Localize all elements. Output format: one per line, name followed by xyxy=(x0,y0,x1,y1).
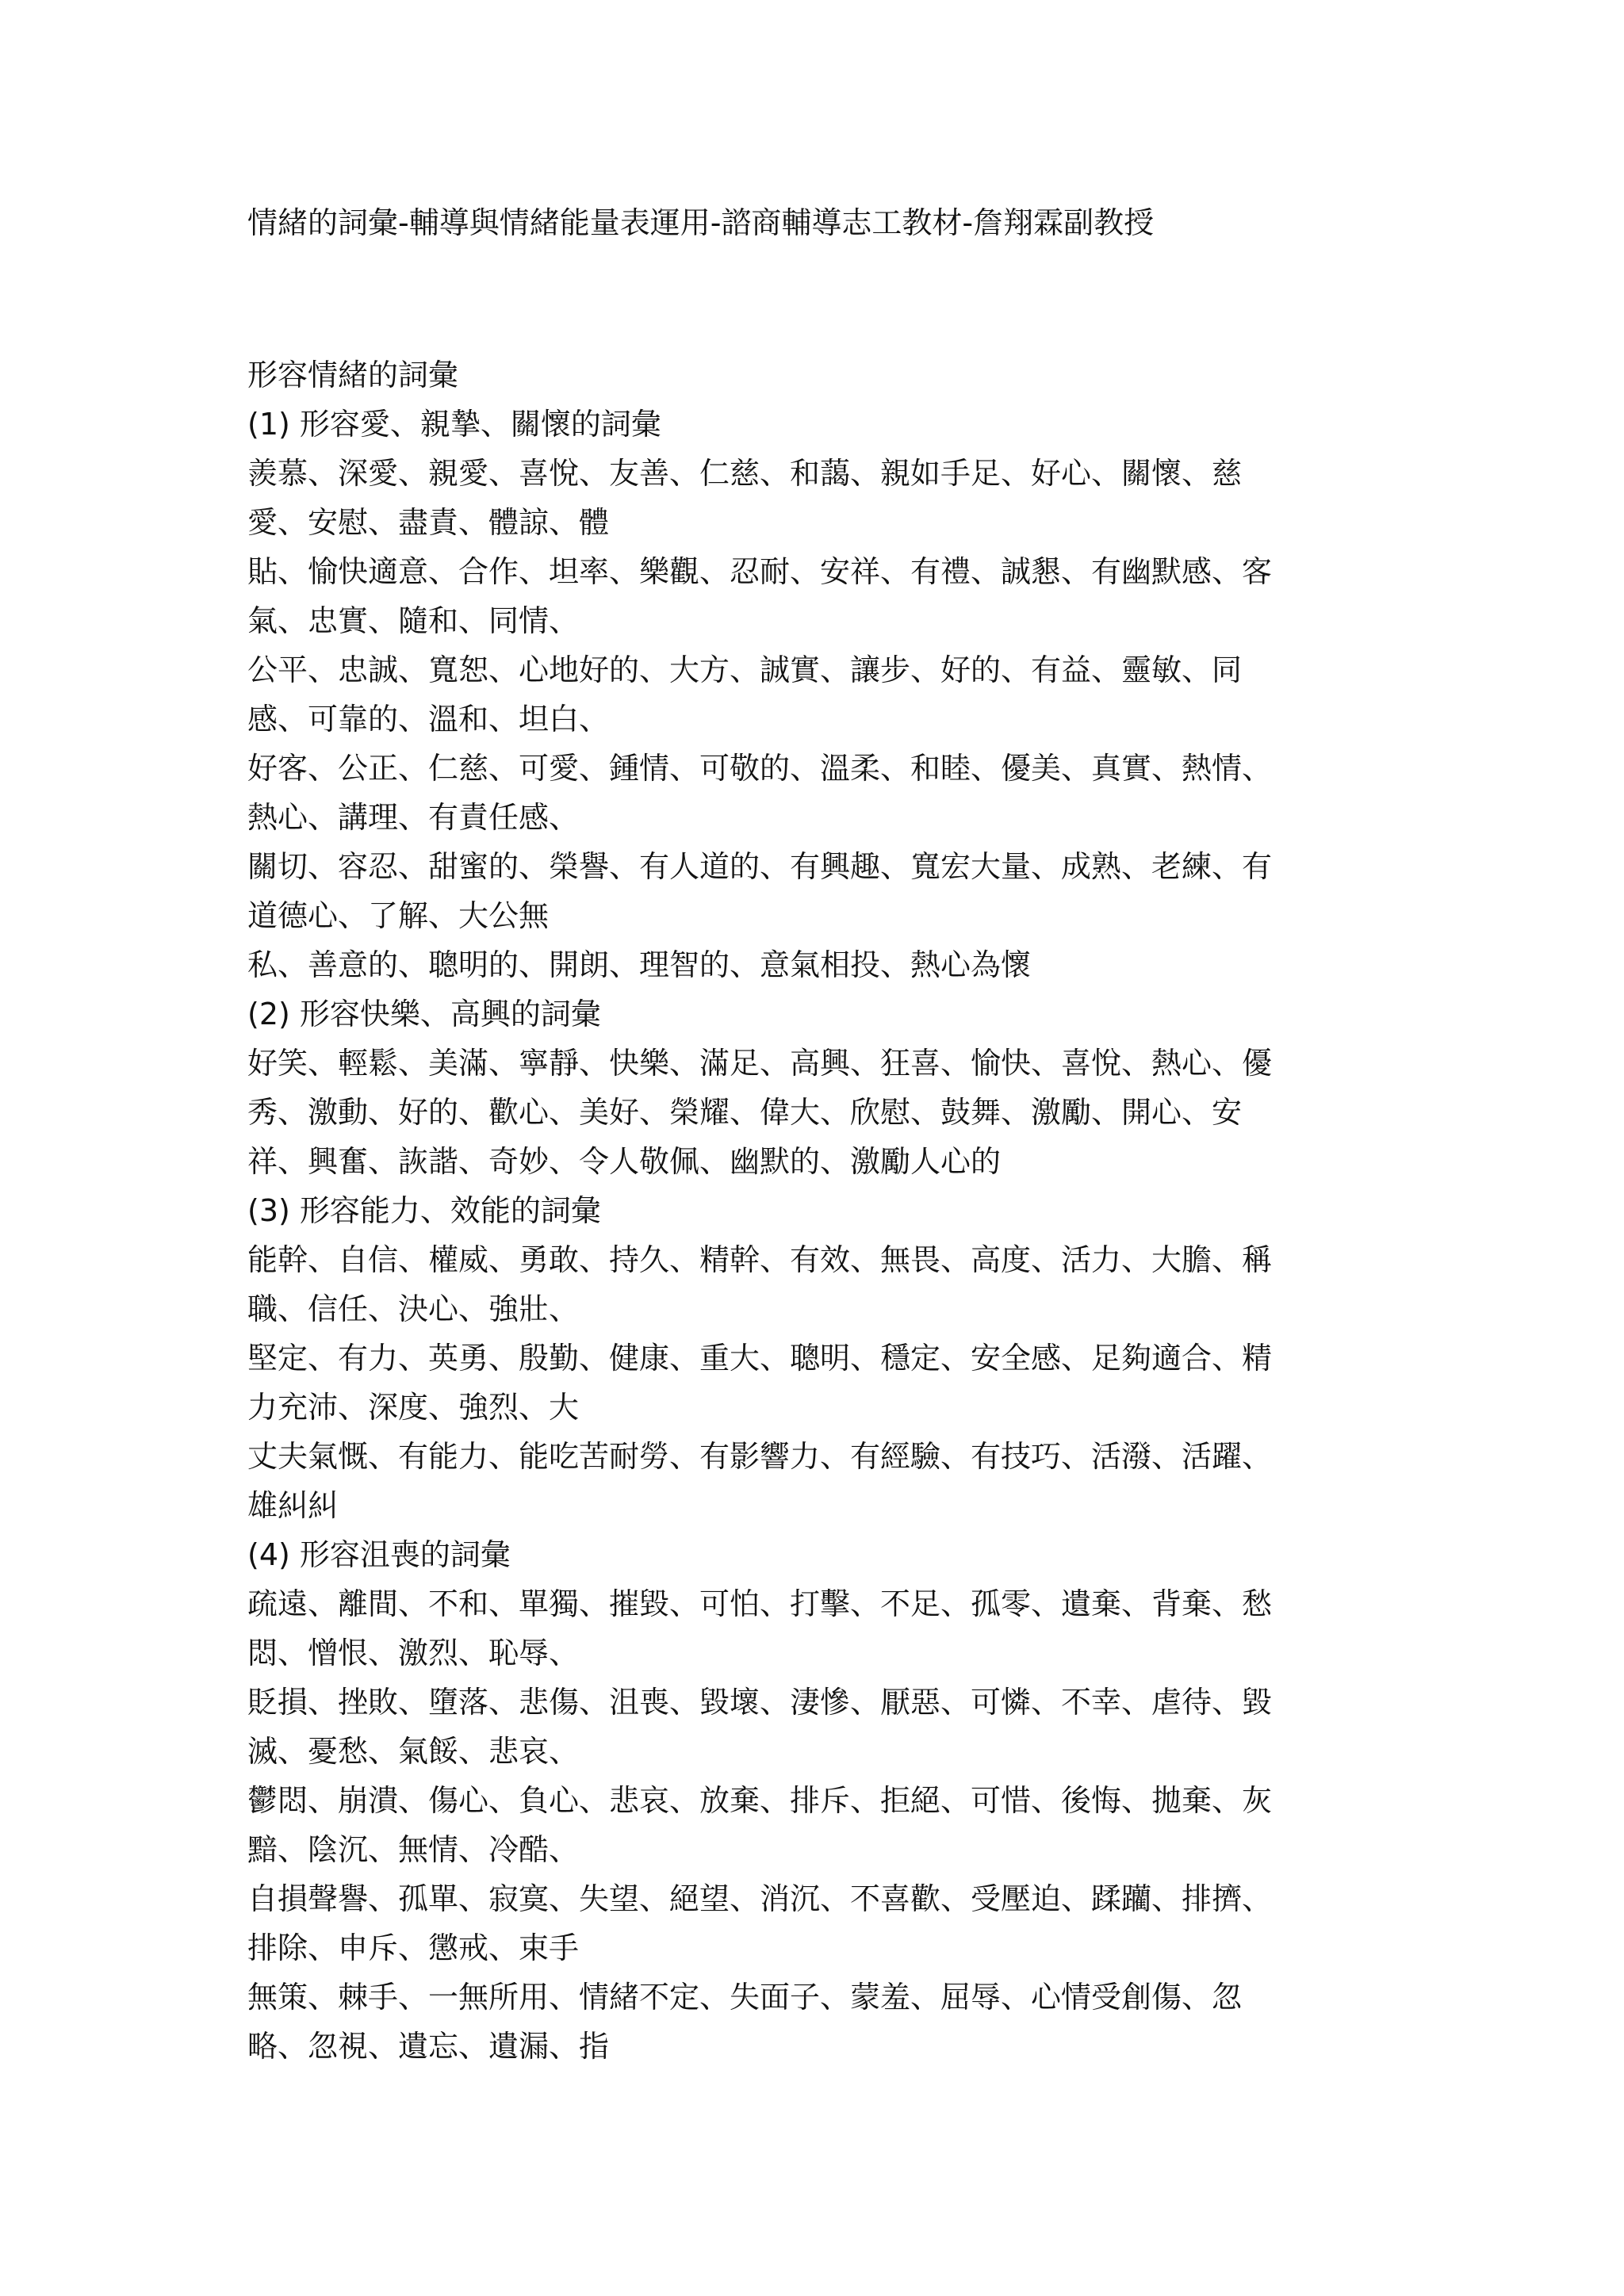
section-heading: (3) 形容能力、效能的詞彙 xyxy=(247,1193,601,1228)
text-line: 雄糾糾 xyxy=(247,1488,339,1523)
text-line: 愛、安慰、盡責、體諒、體 xyxy=(247,505,610,540)
text-line: 道德心、了解、大公無 xyxy=(247,898,550,933)
text-line: 疏遠、離間、不和、單獨、摧毀、可怕、打擊、不足、孤零、遺棄、背棄、愁 xyxy=(247,1586,1273,1621)
text-line: 好客、公正、仁慈、可愛、鍾情、可敬的、溫柔、和睦、優美、真實、熱情、 xyxy=(247,751,1273,786)
text-line: 黯、陰沉、無情、冷酷、 xyxy=(247,1832,580,1867)
text-line: 堅定、有力、英勇、殷勤、健康、重大、聰明、穩定、安全感、足夠適合、精 xyxy=(247,1341,1273,1376)
section-heading: (4) 形容沮喪的詞彙 xyxy=(247,1537,511,1572)
text-line: 公平、忠誠、寬恕、心地好的、大方、誠實、讓步、好的、有益、靈敏、同 xyxy=(247,652,1243,687)
document-body xyxy=(247,350,1381,2071)
document-page xyxy=(247,198,1381,2071)
text-line: 祥、興奮、詼諧、奇妙、令人敬佩、幽默的、激勵人心的 xyxy=(247,1144,1002,1179)
text-line: 略、忽視、遺忘、遺漏、指 xyxy=(247,2029,610,2064)
document-title: 情緒的詞彙-輔導與情緒能量表運用-諮商輔導志工教材-詹翔霖副教授 xyxy=(247,205,1155,240)
text-line: 秀、激動、好的、歡心、美好、榮耀、偉大、欣慰、鼓舞、激勵、開心、安 xyxy=(247,1095,1243,1130)
text-line: 排除、申斥、懲戒、束手 xyxy=(247,1931,580,1965)
main-heading: 形容情緒的詞彙 xyxy=(247,358,459,392)
text-line: 貶損、挫敗、墮落、悲傷、沮喪、毀壞、淒慘、厭惡、可憐、不幸、虐待、毀 xyxy=(247,1685,1273,1720)
section-love-care xyxy=(247,400,1381,989)
text-line: 自損聲譽、孤單、寂寞、失望、絕望、消沉、不喜歡、受壓迫、蹂躪、排擠、 xyxy=(247,1881,1273,1916)
section-heading: (2) 形容快樂、高興的詞彙 xyxy=(247,997,601,1031)
text-line: 能幹、自信、權威、勇敢、持久、精幹、有效、無畏、高度、活力、大膽、稱 xyxy=(247,1242,1273,1277)
text-line: 丈夫氣慨、有能力、能吃苦耐勞、有影響力、有經驗、有技巧、活潑、活躍、 xyxy=(247,1439,1273,1474)
section-ability xyxy=(247,1186,1381,1530)
text-line: 氣、忠實、隨和、同情、 xyxy=(247,603,580,638)
text-line: 熱心、講理、有責任感、 xyxy=(247,800,580,835)
text-line: 鬱悶、崩潰、傷心、負心、悲哀、放棄、排斥、拒絕、可惜、後悔、拋棄、灰 xyxy=(247,1783,1273,1818)
text-line: 力充沛、深度、強烈、大 xyxy=(247,1390,580,1425)
text-line: 羨慕、深愛、親愛、喜悅、友善、仁慈、和藹、親如手足、好心、關懷、慈 xyxy=(247,456,1243,491)
text-line: 好笑、輕鬆、美滿、寧靜、快樂、滿足、高興、狂喜、愉快、喜悅、熱心、優 xyxy=(247,1046,1273,1081)
section-heading: (1) 形容愛、親摯、關懷的詞彙 xyxy=(247,407,661,442)
section-happiness xyxy=(247,989,1381,1186)
text-line: 感、可靠的、溫和、坦白、 xyxy=(247,702,610,737)
text-line: 悶、憎恨、激烈、恥辱、 xyxy=(247,1636,580,1670)
section-depression xyxy=(247,1530,1381,2071)
text-line: 滅、憂愁、氣餒、悲哀、 xyxy=(247,1734,580,1769)
text-line: 職、信任、決心、強壯、 xyxy=(247,1292,580,1326)
text-line: 關切、容忍、甜蜜的、榮譽、有人道的、有興趣、寬宏大量、成熟、老練、有 xyxy=(247,849,1273,884)
text-line: 無策、棘手、一無所用、情緒不定、失面子、蒙羞、屈辱、心情受創傷、忽 xyxy=(247,1980,1243,2015)
text-line: 貼、愉快適意、合作、坦率、樂觀、忍耐、安祥、有禮、誠懇、有幽默感、客 xyxy=(247,554,1273,589)
text-line: 私、善意的、聰明的、開朗、理智的、意氣相投、熱心為懷 xyxy=(247,947,1032,982)
